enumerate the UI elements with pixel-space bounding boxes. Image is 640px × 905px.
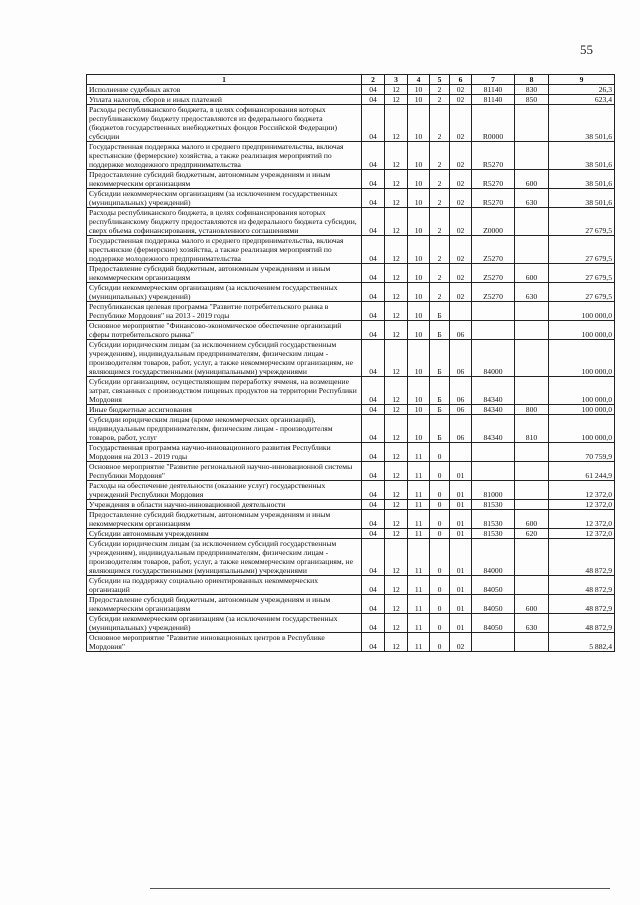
code-expense-type xyxy=(515,462,549,481)
amount-value: 61 244,9 xyxy=(549,462,615,481)
code-activity: 02 xyxy=(450,170,472,189)
code-subsection: 10 xyxy=(408,208,430,236)
page-number: 55 xyxy=(580,42,593,57)
code-expense-type xyxy=(515,633,549,652)
code-activity: 02 xyxy=(450,283,472,302)
row-description: Субсидии некоммерческим организациям (за исключением государственных (муниципальных) учреждений) xyxy=(87,614,362,633)
code-section: 12 xyxy=(385,95,408,105)
table-row xyxy=(87,481,615,500)
row-description: Основное мероприятие "Финансово-экономическое обеспечение организаций сферы потребительского рынка" xyxy=(87,321,362,340)
code-activity: 02 xyxy=(450,105,472,142)
code-ministry: 04 xyxy=(362,208,385,236)
code-section: 12 xyxy=(385,321,408,340)
code-ministry: 04 xyxy=(362,500,385,510)
amount-value: 12 372,0 xyxy=(549,481,615,500)
code-activity: 06 xyxy=(450,340,472,377)
table-row xyxy=(87,302,615,321)
row-description: Субсидии юридическим лицам (за исключением субсидий государственным учреждениям), индивидуальным предпринимателям, физическим лицам - производителям товаров, работ, услуг, а также некоммерческим организациям, не являющимся государственными (муниципальными) учреждениями xyxy=(87,539,362,576)
table-row xyxy=(87,539,615,576)
code-expense-type: 600 xyxy=(515,264,549,283)
row-description: Субсидии на поддержку социально ориентированных некоммерческих организаций xyxy=(87,576,362,595)
code-expense-type: 800 xyxy=(515,405,549,415)
column-header: 6 xyxy=(450,75,472,85)
code-expense-type: 830 xyxy=(515,85,549,95)
column-header: 4 xyxy=(408,75,430,85)
code-subsection: 10 xyxy=(408,85,430,95)
code-activity: 02 xyxy=(450,633,472,652)
code-ministry: 04 xyxy=(362,189,385,208)
code-section: 12 xyxy=(385,377,408,405)
row-description: Субсидии юридическим лицам (за исключением субсидий государственным учреждениям), индивидуальным предпринимателям, физическим лицам - производителям товаров, работ, услуг, а также некоммерческим организациям, не являющимся государственными (муниципальными) учреждениями xyxy=(87,340,362,377)
code-activity xyxy=(450,302,472,321)
code-program: 2 xyxy=(430,142,450,170)
code-program: 0 xyxy=(430,500,450,510)
column-header: 5 xyxy=(430,75,450,85)
row-description: Учреждения в области научно-инновационной деятельности xyxy=(87,500,362,510)
amount-value: 100 000,0 xyxy=(549,377,615,405)
code-ministry: 04 xyxy=(362,105,385,142)
amount-value: 26,3 xyxy=(549,85,615,95)
code-expense-type: 600 xyxy=(515,170,549,189)
code-ministry: 04 xyxy=(362,481,385,500)
code-expense-type: 630 xyxy=(515,283,549,302)
code-section: 12 xyxy=(385,170,408,189)
amount-value: 38 501,6 xyxy=(549,170,615,189)
table-row xyxy=(87,208,615,236)
row-description: Иные бюджетные ассигнования xyxy=(87,405,362,415)
amount-value: 12 372,0 xyxy=(549,500,615,510)
code-section: 12 xyxy=(385,595,408,614)
row-description: Субсидии организациям, осуществляющим переработку ячменя, на возмещение затрат, связанных с производством пищевых продуктов на территории Республики Мордовия xyxy=(87,377,362,405)
code-subsection: 11 xyxy=(408,614,430,633)
code-subsection: 11 xyxy=(408,576,430,595)
code-program: Б xyxy=(430,340,450,377)
code-ministry: 04 xyxy=(362,283,385,302)
table-row xyxy=(87,443,615,462)
code-activity: 06 xyxy=(450,377,472,405)
code-activity: 02 xyxy=(450,208,472,236)
table-row xyxy=(87,170,615,189)
row-description: Субсидии некоммерческим организациям (за исключением государственных (муниципальных) учреждений) xyxy=(87,189,362,208)
code-expense-type: 810 xyxy=(515,415,549,443)
code-section: 12 xyxy=(385,443,408,462)
table-row xyxy=(87,500,615,510)
code-expense-type xyxy=(515,208,549,236)
code-expense-type xyxy=(515,236,549,264)
code-expense-type xyxy=(515,500,549,510)
code-program: 2 xyxy=(430,236,450,264)
column-header: 2 xyxy=(362,75,385,85)
code-subsection: 10 xyxy=(408,142,430,170)
amount-value: 38 501,6 xyxy=(549,142,615,170)
code-ministry: 04 xyxy=(362,142,385,170)
code-subsection: 10 xyxy=(408,189,430,208)
code-ministry: 04 xyxy=(362,302,385,321)
code-target-article: Z5270 xyxy=(472,236,515,264)
code-ministry: 04 xyxy=(362,340,385,377)
code-ministry: 04 xyxy=(362,377,385,405)
code-program: Б xyxy=(430,302,450,321)
code-ministry: 04 xyxy=(362,576,385,595)
code-target-article: 84050 xyxy=(472,614,515,633)
table-row xyxy=(87,405,615,415)
code-activity: 01 xyxy=(450,481,472,500)
code-ministry: 04 xyxy=(362,236,385,264)
table-row xyxy=(87,95,615,105)
code-section: 12 xyxy=(385,529,408,539)
code-ministry: 04 xyxy=(362,529,385,539)
code-target-article: 84340 xyxy=(472,377,515,405)
bottom-divider xyxy=(150,888,610,889)
code-section: 12 xyxy=(385,302,408,321)
amount-value: 5 882,4 xyxy=(549,633,615,652)
code-subsection: 10 xyxy=(408,236,430,264)
code-target-article: 84050 xyxy=(472,595,515,614)
column-header: 1 xyxy=(87,75,362,85)
code-activity: 01 xyxy=(450,595,472,614)
code-subsection: 10 xyxy=(408,302,430,321)
code-target-article: 81530 xyxy=(472,500,515,510)
code-subsection: 11 xyxy=(408,539,430,576)
code-activity: 06 xyxy=(450,405,472,415)
code-section: 12 xyxy=(385,85,408,95)
code-subsection: 11 xyxy=(408,595,430,614)
code-ministry: 04 xyxy=(362,85,385,95)
row-description: Расходы республиканского бюджета, в целях софинансирования которых республиканскому бюджету предоставляются из федерального бюджета субсидии, сверх объема софинансирования, установленного соглашениями xyxy=(87,208,362,236)
code-activity: 02 xyxy=(450,142,472,170)
table-row xyxy=(87,595,615,614)
amount-value: 48 872,9 xyxy=(549,595,615,614)
code-program: 2 xyxy=(430,208,450,236)
row-description: Предоставление субсидий бюджетным, автономным учреждениям и иным некоммерческим организациям xyxy=(87,264,362,283)
row-description: Предоставление субсидий бюджетным, автономным учреждениям и иным некоммерческим организациям xyxy=(87,510,362,529)
table-row xyxy=(87,377,615,405)
code-program: 2 xyxy=(430,283,450,302)
code-activity: 01 xyxy=(450,576,472,595)
table-row xyxy=(87,105,615,142)
code-activity: 01 xyxy=(450,462,472,481)
code-subsection: 11 xyxy=(408,500,430,510)
code-section: 12 xyxy=(385,576,408,595)
code-section: 12 xyxy=(385,189,408,208)
code-ministry: 04 xyxy=(362,415,385,443)
amount-value: 70 759,9 xyxy=(549,443,615,462)
code-section: 12 xyxy=(385,539,408,576)
code-subsection: 10 xyxy=(408,415,430,443)
amount-value: 48 872,9 xyxy=(549,576,615,595)
code-program: 0 xyxy=(430,510,450,529)
code-activity: 02 xyxy=(450,95,472,105)
code-program: 2 xyxy=(430,264,450,283)
row-description: Уплата налогов, сборов и иных платежей xyxy=(87,95,362,105)
code-target-article: 81530 xyxy=(472,510,515,529)
row-description: Основное мероприятие "Развитие инновационных центров в Республике Мордовия" xyxy=(87,633,362,652)
table-row xyxy=(87,236,615,264)
code-activity: 06 xyxy=(450,415,472,443)
code-ministry: 04 xyxy=(362,443,385,462)
code-subsection: 11 xyxy=(408,462,430,481)
row-description: Государственная программа научно-инновационного развития Республики Мордовия на 2013 - 2019 годы xyxy=(87,443,362,462)
code-target-article: 81530 xyxy=(472,529,515,539)
table-row xyxy=(87,142,615,170)
code-subsection: 10 xyxy=(408,405,430,415)
code-ministry: 04 xyxy=(362,462,385,481)
code-program: 0 xyxy=(430,576,450,595)
code-activity: 02 xyxy=(450,236,472,264)
amount-value: 100 000,0 xyxy=(549,321,615,340)
row-description: Субсидии некоммерческим организациям (за исключением государственных (муниципальных) учреждений) xyxy=(87,283,362,302)
row-description: Исполнение судебных актов xyxy=(87,85,362,95)
table-row xyxy=(87,415,615,443)
code-expense-type: 600 xyxy=(515,510,549,529)
amount-value: 12 372,0 xyxy=(549,529,615,539)
code-section: 12 xyxy=(385,105,408,142)
code-program: Б xyxy=(430,377,450,405)
code-expense-type xyxy=(515,539,549,576)
column-header: 7 xyxy=(472,75,515,85)
code-ministry: 04 xyxy=(362,539,385,576)
row-description: Предоставление субсидий бюджетным, автономным учреждениям и иным некоммерческим организациям xyxy=(87,595,362,614)
table-row xyxy=(87,576,615,595)
code-subsection: 10 xyxy=(408,283,430,302)
code-activity: 02 xyxy=(450,85,472,95)
code-subsection: 10 xyxy=(408,170,430,189)
code-activity: 01 xyxy=(450,510,472,529)
table-row xyxy=(87,462,615,481)
amount-value: 48 872,9 xyxy=(549,614,615,633)
code-activity xyxy=(450,443,472,462)
code-section: 12 xyxy=(385,614,408,633)
row-description: Республиканская целевая программа "Развитие потребительского рынка в Республике Мордовия" на 2013 - 2019 годы xyxy=(87,302,362,321)
table-row xyxy=(87,340,615,377)
code-program: 0 xyxy=(430,529,450,539)
code-expense-type: 850 xyxy=(515,95,549,105)
code-activity: 02 xyxy=(450,264,472,283)
code-ministry: 04 xyxy=(362,321,385,340)
code-expense-type xyxy=(515,321,549,340)
code-subsection: 11 xyxy=(408,529,430,539)
table-row xyxy=(87,283,615,302)
code-target-article xyxy=(472,443,515,462)
code-target-article: 81140 xyxy=(472,85,515,95)
amount-value: 38 501,6 xyxy=(549,105,615,142)
row-description: Государственная поддержка малого и среднего предпринимательства, включая крестьянские (фермерские) хозяйства, а также реализация мероприятий по поддержке молодежного предпринимательства xyxy=(87,142,362,170)
code-section: 12 xyxy=(385,340,408,377)
amount-value: 27 679,5 xyxy=(549,236,615,264)
code-section: 12 xyxy=(385,208,408,236)
code-target-article: 84000 xyxy=(472,340,515,377)
code-ministry: 04 xyxy=(362,170,385,189)
code-expense-type: 630 xyxy=(515,189,549,208)
code-expense-type xyxy=(515,142,549,170)
code-target-article: Z0000 xyxy=(472,208,515,236)
amount-value: 100 000,0 xyxy=(549,340,615,377)
code-target-article: 84340 xyxy=(472,415,515,443)
row-description: Расходы на обеспечение деятельности (оказание услуг) государственных учреждений Республики Мордовия xyxy=(87,481,362,500)
code-ministry: 04 xyxy=(362,264,385,283)
code-program: 0 xyxy=(430,633,450,652)
code-program: Б xyxy=(430,415,450,443)
code-section: 12 xyxy=(385,500,408,510)
amount-value: 48 872,9 xyxy=(549,539,615,576)
column-header: 8 xyxy=(515,75,549,85)
row-description: Субсидии юридическим лицам (кроме некоммерческих организаций), индивидуальным предпринимателям, физическим лицам - производителям товаров, работ, услуг xyxy=(87,415,362,443)
column-header: 9 xyxy=(549,75,615,85)
table-row xyxy=(87,529,615,539)
table-row xyxy=(87,614,615,633)
code-program: 2 xyxy=(430,95,450,105)
table-row xyxy=(87,321,615,340)
code-program: Б xyxy=(430,405,450,415)
table-row xyxy=(87,510,615,529)
code-target-article xyxy=(472,321,515,340)
code-expense-type: 630 xyxy=(515,614,549,633)
code-section: 12 xyxy=(385,283,408,302)
code-expense-type xyxy=(515,302,549,321)
code-ministry: 04 xyxy=(362,95,385,105)
code-target-article: 84340 xyxy=(472,405,515,415)
code-ministry: 04 xyxy=(362,405,385,415)
code-expense-type: 620 xyxy=(515,529,549,539)
code-activity: 01 xyxy=(450,500,472,510)
code-ministry: 04 xyxy=(362,595,385,614)
code-program: 2 xyxy=(430,170,450,189)
row-description: Предоставление субсидий бюджетным, автономным учреждениям и иным некоммерческим организациям xyxy=(87,170,362,189)
code-target-article: R0000 xyxy=(472,105,515,142)
row-description: Основное мероприятие "Развитие региональной научно-инновационной системы Республики Мордовия" xyxy=(87,462,362,481)
amount-value: 12 372,0 xyxy=(549,510,615,529)
code-section: 12 xyxy=(385,405,408,415)
code-target-article: 81140 xyxy=(472,95,515,105)
code-program: 2 xyxy=(430,105,450,142)
amount-value: 623,4 xyxy=(549,95,615,105)
code-expense-type xyxy=(515,105,549,142)
code-ministry: 04 xyxy=(362,633,385,652)
code-target-article: R5270 xyxy=(472,189,515,208)
code-subsection: 10 xyxy=(408,340,430,377)
code-target-article xyxy=(472,462,515,481)
amount-value: 100 000,0 xyxy=(549,405,615,415)
code-target-article: 84000 xyxy=(472,539,515,576)
row-description: Субсидии автономным учреждениям xyxy=(87,529,362,539)
code-expense-type xyxy=(515,481,549,500)
code-program: 0 xyxy=(430,595,450,614)
code-program: 0 xyxy=(430,539,450,576)
code-activity: 02 xyxy=(450,189,472,208)
amount-value: 27 679,5 xyxy=(549,208,615,236)
table-row xyxy=(87,189,615,208)
code-program: 0 xyxy=(430,481,450,500)
amount-value: 100 000,0 xyxy=(549,415,615,443)
code-target-article: Z5270 xyxy=(472,283,515,302)
code-program: 0 xyxy=(430,614,450,633)
code-section: 12 xyxy=(385,633,408,652)
code-expense-type xyxy=(515,443,549,462)
amount-value: 27 679,5 xyxy=(549,283,615,302)
code-subsection: 11 xyxy=(408,481,430,500)
code-subsection: 10 xyxy=(408,377,430,405)
code-target-article: 84050 xyxy=(472,576,515,595)
code-subsection: 10 xyxy=(408,105,430,142)
code-target-article xyxy=(472,302,515,321)
code-section: 12 xyxy=(385,264,408,283)
code-section: 12 xyxy=(385,481,408,500)
code-target-article xyxy=(472,633,515,652)
amount-value: 27 679,5 xyxy=(549,264,615,283)
code-section: 12 xyxy=(385,236,408,264)
code-expense-type xyxy=(515,576,549,595)
code-expense-type xyxy=(515,340,549,377)
budget-table xyxy=(86,74,615,652)
code-activity: 01 xyxy=(450,614,472,633)
code-subsection: 10 xyxy=(408,95,430,105)
table-header-row xyxy=(87,75,615,85)
code-program: 0 xyxy=(430,462,450,481)
code-activity: 06 xyxy=(450,321,472,340)
code-ministry: 04 xyxy=(362,614,385,633)
code-target-article: R5270 xyxy=(472,142,515,170)
code-program: Б xyxy=(430,321,450,340)
code-program: 2 xyxy=(430,85,450,95)
amount-value: 38 501,6 xyxy=(549,189,615,208)
column-header: 3 xyxy=(385,75,408,85)
code-section: 12 xyxy=(385,415,408,443)
code-subsection: 11 xyxy=(408,633,430,652)
code-subsection: 11 xyxy=(408,443,430,462)
code-target-article: Z5270 xyxy=(472,264,515,283)
code-expense-type: 600 xyxy=(515,595,549,614)
table-row xyxy=(87,633,615,652)
table-body xyxy=(87,85,615,652)
code-subsection: 10 xyxy=(408,321,430,340)
table-row xyxy=(87,264,615,283)
row-description: Государственная поддержка малого и среднего предпринимательства, включая крестьянские (фермерские) хозяйства, а также реализация мероприятий по поддержке молодежного предпринимательства xyxy=(87,236,362,264)
code-target-article: 81000 xyxy=(472,481,515,500)
amount-value: 100 000,0 xyxy=(549,302,615,321)
code-ministry: 04 xyxy=(362,510,385,529)
code-expense-type xyxy=(515,377,549,405)
code-program: 0 xyxy=(430,443,450,462)
code-program: 2 xyxy=(430,189,450,208)
code-target-article: R5270 xyxy=(472,170,515,189)
code-section: 12 xyxy=(385,462,408,481)
code-activity: 01 xyxy=(450,529,472,539)
table-row xyxy=(87,85,615,95)
code-activity: 01 xyxy=(450,539,472,576)
row-description: Расходы республиканского бюджета, в целях софинансирования которых республиканскому бюджету предоставляются из федерального бюджета (бюджетов государственных внебюджетных фондов Российской Федерации) субсидии xyxy=(87,105,362,142)
code-section: 12 xyxy=(385,142,408,170)
code-subsection: 10 xyxy=(408,264,430,283)
code-section: 12 xyxy=(385,510,408,529)
code-subsection: 11 xyxy=(408,510,430,529)
